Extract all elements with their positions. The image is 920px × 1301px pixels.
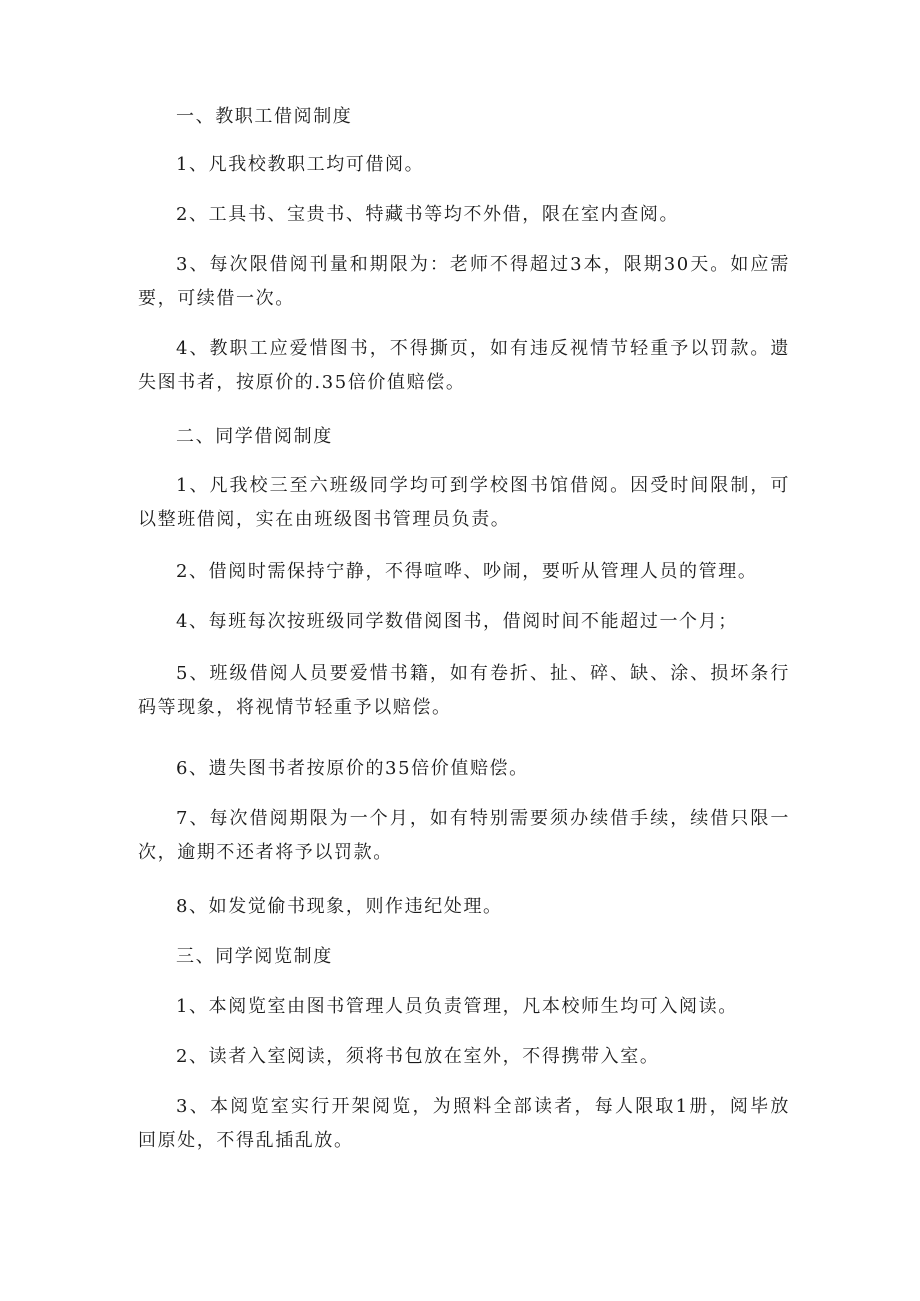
paragraph-reading-rule-1: 1、本阅览室由图书管理人员负责管理，凡本校师生均可入阅读。	[176, 996, 738, 1017]
paragraph-student-rule-4: 4、每班每次按班级同学数借阅图书，借阅时间不能超过一个月；	[176, 611, 738, 632]
paragraph-reading-rule-2: 2、读者入室阅读，须将书包放在室外，不得携带入室。	[176, 1046, 660, 1067]
section-heading-staff-borrowing: 一、教职工借阅制度	[176, 106, 353, 127]
paragraph-student-rule-2: 2、借阅时需保持宁静，不得喧哗、吵闹，要听从管理人员的管理。	[176, 561, 758, 582]
paragraph-staff-rule-4: 4、教职工应爱惜图书，不得撕页，如有违反视情节轻重予以罚款。遗失图书者，按原价的.35倍价值赔偿。	[138, 338, 790, 393]
paragraph-staff-rule-1: 1、凡我校教职工均可借阅。	[176, 154, 425, 175]
paragraph-staff-rule-3: 3、每次限借阅刊量和期限为：老师不得超过3本，限期30天。如应需要，可续借一次。	[138, 254, 790, 309]
paragraph-student-rule-6: 6、遗失图书者按原价的35倍价值赔偿。	[176, 758, 529, 779]
section-heading-student-reading: 三、同学阅览制度	[176, 946, 333, 967]
paragraph-reading-rule-3: 3、本阅览室实行开架阅览，为照料全部读者，每人限取1册，阅毕放回原处，不得乱插乱放。	[138, 1096, 790, 1151]
paragraph-student-rule-1: 1、凡我校三至六班级同学均可到学校图书馆借阅。因受时间限制，可以整班借阅，实在由班级图书管理员负责。	[138, 475, 790, 530]
paragraph-staff-rule-2: 2、工具书、宝贵书、特藏书等均不外借，限在室内查阅。	[176, 204, 680, 225]
section-heading-student-borrowing: 二、同学借阅制度	[176, 426, 333, 447]
paragraph-student-rule-5: 5、班级借阅人员要爱惜书籍，如有卷折、扯、碎、缺、涂、损坏条行码等现象，将视情节轻重予以赔偿。	[138, 663, 790, 718]
paragraph-student-rule-8: 8、如发觉偷书现象，则作违纪处理。	[176, 896, 503, 917]
paragraph-student-rule-7: 7、每次借阅期限为一个月，如有特别需要须办续借手续，续借只限一次，逾期不还者将予以罚款。	[138, 808, 790, 863]
